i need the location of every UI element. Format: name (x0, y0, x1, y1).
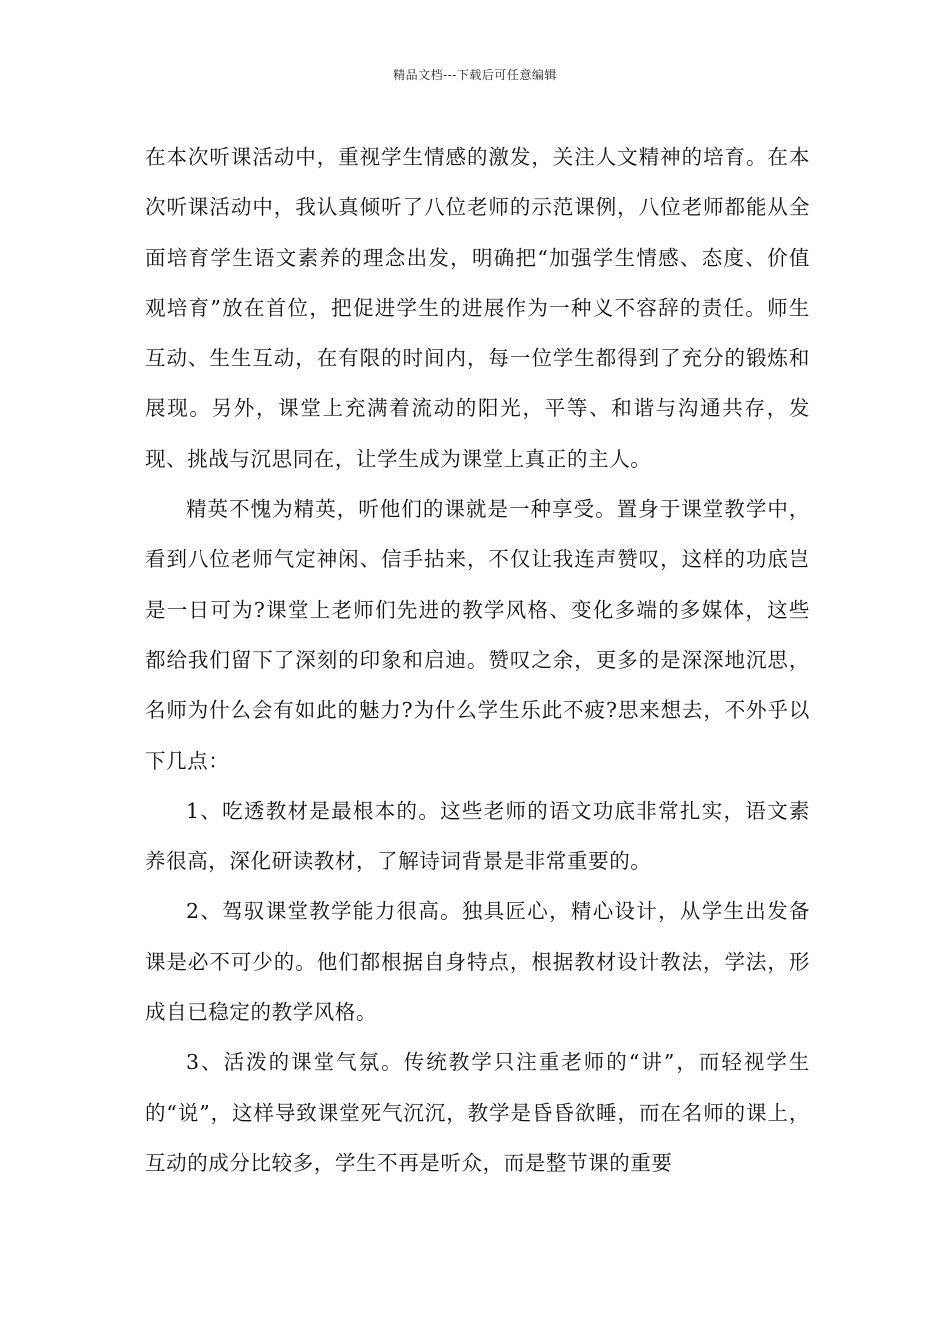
list-item: 3、活泼的课堂气氛。传统教学只注重老师的“讲”，而轻视学生的“说”，这样导致课堂死气沉沉，教学是昏昏欲睡，而在名师的课上，互动的成分比较多，学生不再是听众，而是整节课的重要 (145, 1050, 810, 1175)
page-header: 精品文档---下载后可任意编辑 (393, 68, 557, 82)
list-item: 2、驾驭课堂教学能力很高。独具匠心，精心设计，从学生出发备课是必不可少的。他们都根据自身特点，根据教材设计教法，学法，形成自已稳定的教学风格。 (145, 899, 810, 1025)
document-body (145, 132, 810, 1188)
paragraph: 在本次听课活动中，重视学生情感的激发，关注人文精神的培育。在本次听课活动中，我认真倾听了八位老师的示范课例，八位老师都能从全面培育学生语文素养的理念出发，明确把“加强学生情感、态度、价值观培育”放在首位，把促进学生的进展作为一种义不容辞的责任。师生互动、生生互动，在有限的时间内，每一位学生都得到了充分的锻炼和展现。另外，课堂上充满着流动的阳光，平等、和谐与沟通共存，发现、挑战与沉思同在，让学生成为课堂上真正的主人。 (145, 145, 810, 471)
list-item: 1、吃透教材是最根本的。这些老师的语文功底非常扎实，语文素养很高，深化研读教材，了解诗词背景是非常重要的。 (145, 798, 810, 874)
paragraph: 精英不愧为精英，听他们的课就是一种享受。置身于课堂教学中，看到八位老师气定神闲、信手拈来，不仅让我连声赞叹，这样的功底岂是一日可为?课堂上老师们先进的教学风格、变化多端的多媒体，这些都给我们留下了深刻的印象和启迪。赞叹之余，更多的是深深地沉思，名师为什么会有如此的魅力?为什么学生乐此不疲?思来想去，不外乎以下几点： (145, 497, 810, 773)
